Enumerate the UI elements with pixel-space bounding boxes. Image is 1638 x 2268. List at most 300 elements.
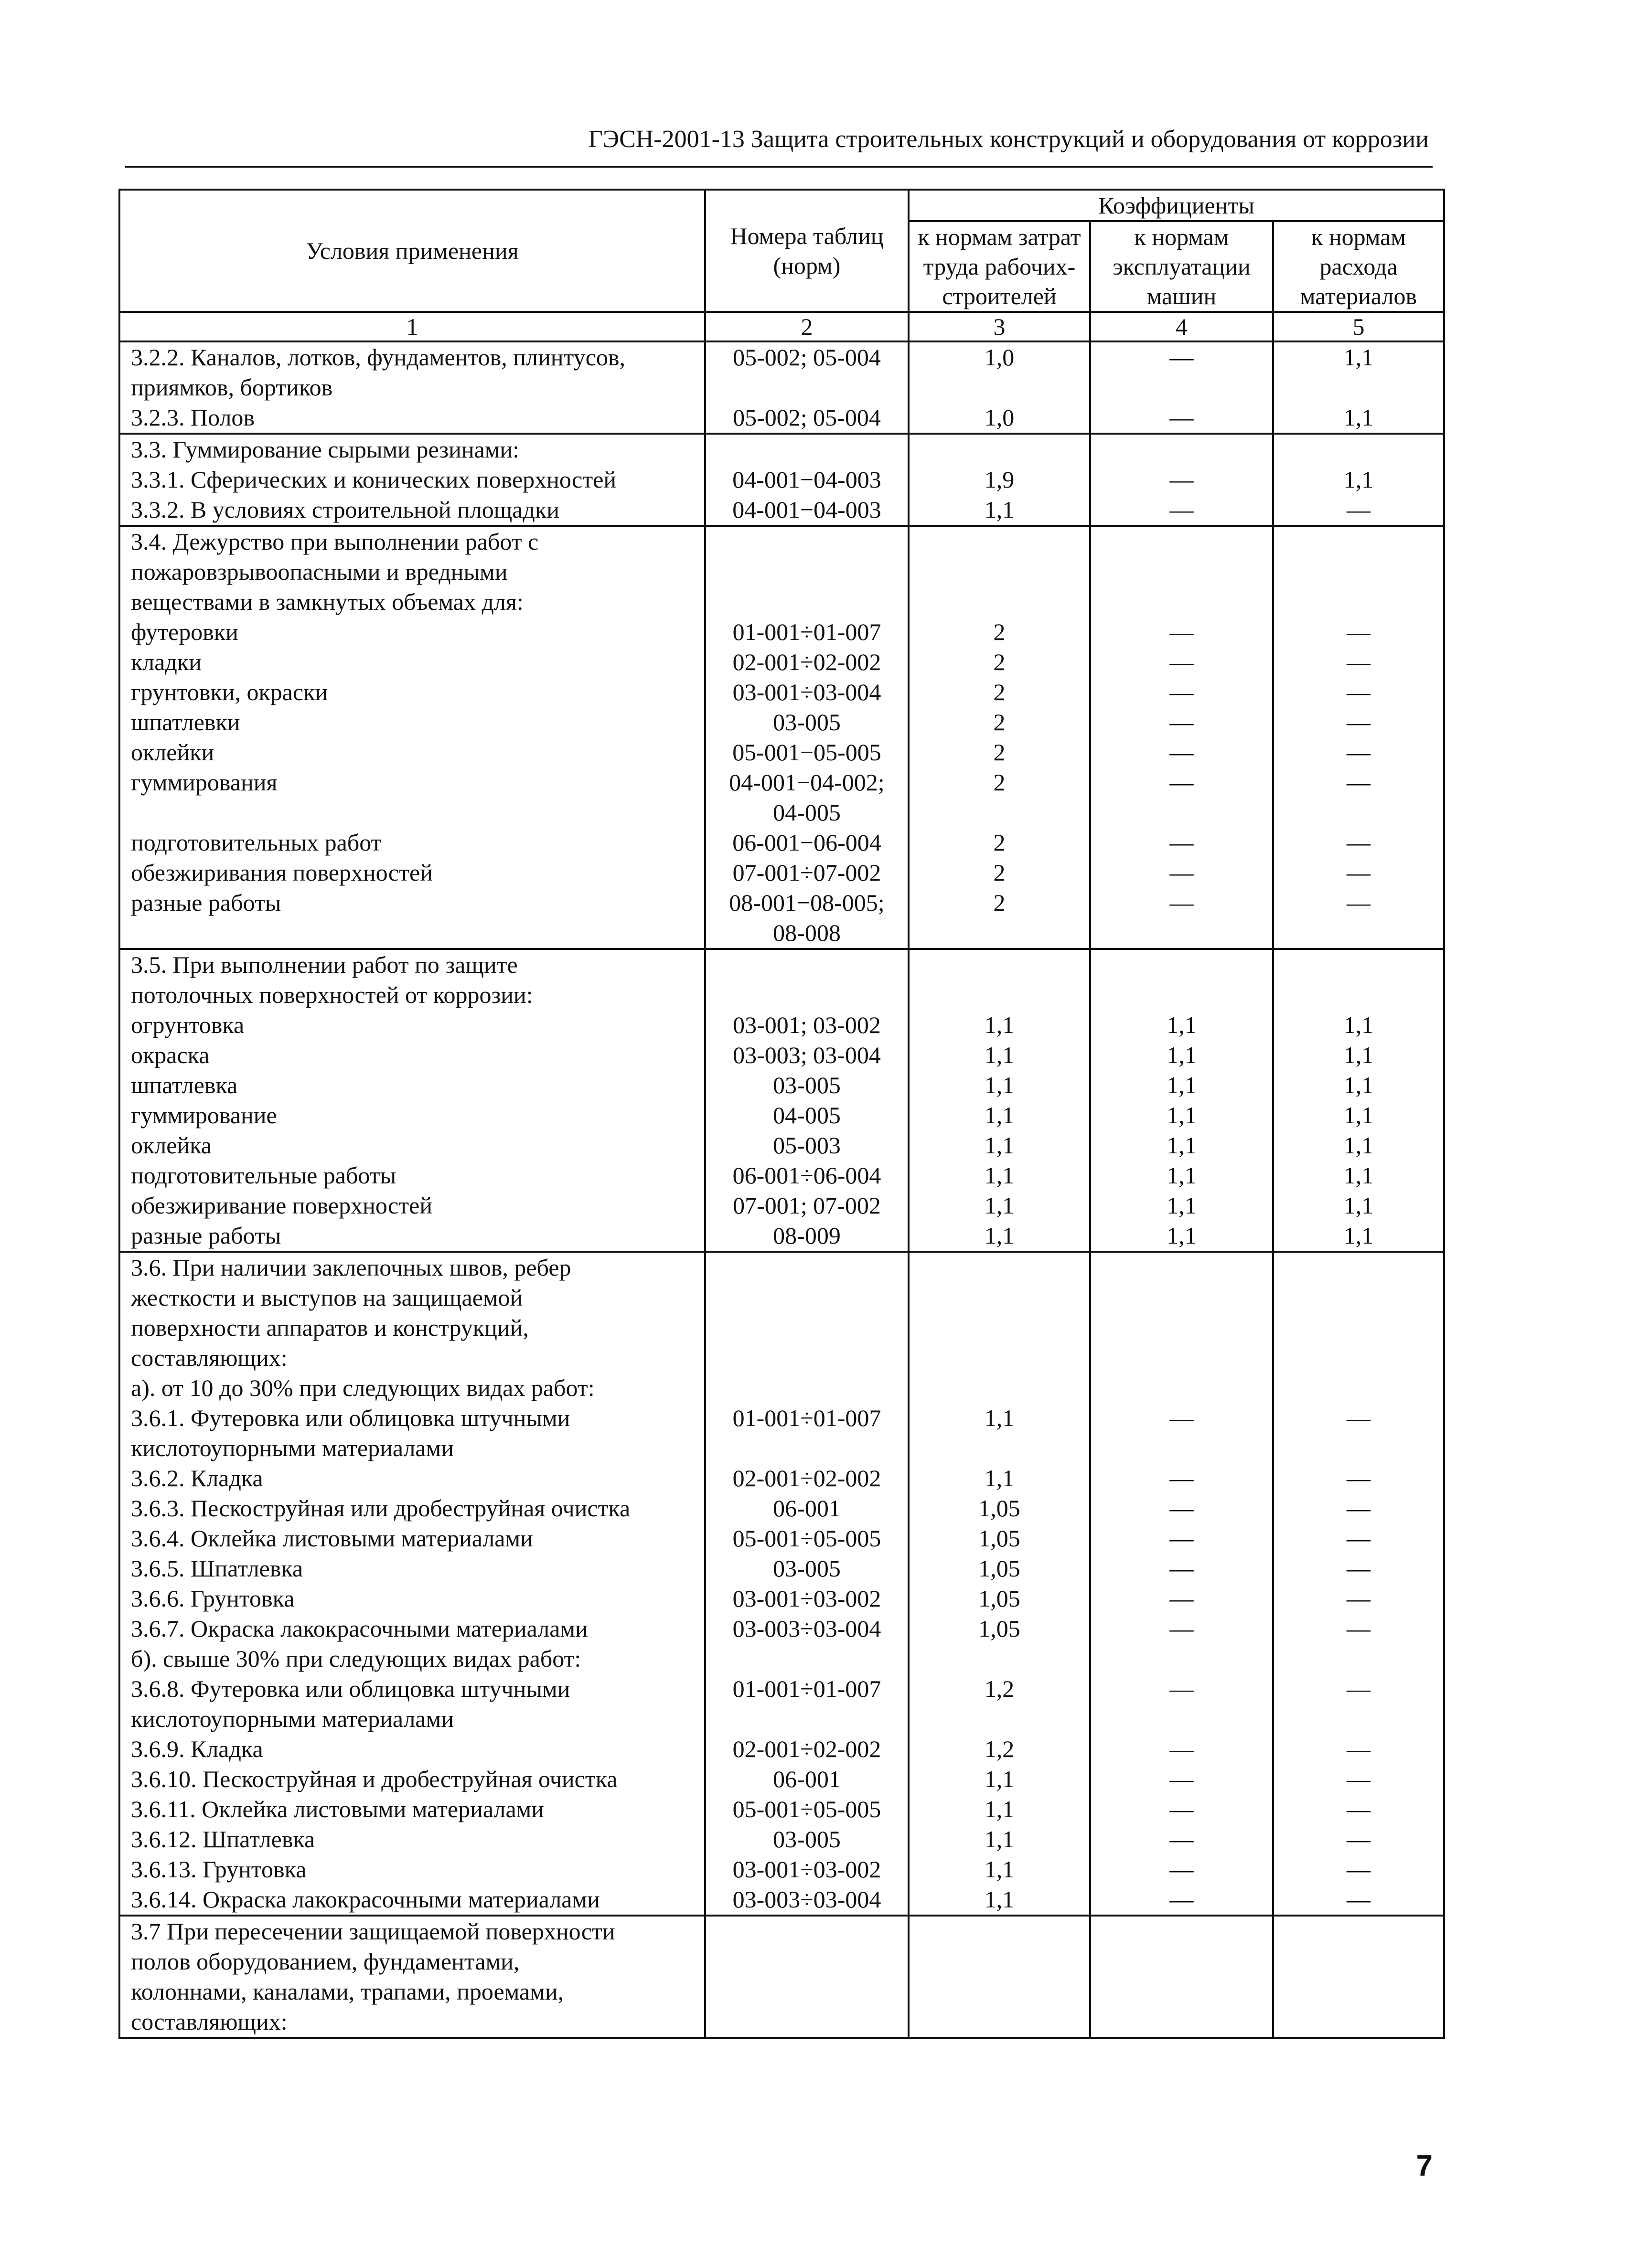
cell-line-filler [1281, 2007, 1436, 2037]
cell-value: 1,1 [984, 1465, 1015, 1491]
cell-value: — [1347, 649, 1371, 675]
cell-c2 [705, 341, 909, 434]
cell-value: 05-002; 05-004 [733, 404, 881, 431]
cell-line-filler: приямков, бортиков [131, 374, 333, 401]
cell-value [916, 1917, 1082, 1947]
condition-text: 3.6.10. Пескоструйная и дробеструйная очистка [131, 1766, 618, 1792]
cell-value: 1,05 [978, 1555, 1020, 1582]
cell-value: 03-003÷03-004 [732, 1886, 881, 1913]
condition-text: 3.6.12. Шпатлевка [131, 1826, 315, 1853]
cell-line-filler [1098, 1313, 1265, 1343]
cell-value: 01-001÷01-007 [732, 1405, 881, 1431]
cell-value: — [1169, 344, 1194, 371]
condition-text: обезжиривание поверхностей [131, 1192, 433, 1219]
cell-value: — [1347, 1585, 1371, 1612]
cell-value: 1,1 [1343, 1222, 1374, 1249]
page-header-title: ГЭСН-2001-13 Защита строительных конструкций и оборудования от коррозии [588, 126, 1429, 153]
cell-value: — [1169, 859, 1194, 886]
cell-value: — [1169, 496, 1194, 523]
cell-value: — [1169, 679, 1194, 705]
cell-line-filler: жесткости и выступов на защищаемой [131, 1284, 523, 1311]
cell-value: 06-001−06-004 [732, 829, 881, 856]
cell-value [916, 1373, 1082, 1403]
table-header [119, 190, 1444, 312]
condition-text: 3.4. Дежурство при выполнении работ с [131, 528, 539, 555]
condition-text: 3.6.6. Грунтовка [131, 1585, 295, 1612]
cell-c3 [909, 1916, 1090, 2038]
condition-text: оклейки [131, 739, 214, 766]
cell-line-filler [1098, 1977, 1265, 2007]
cell-c3 [909, 341, 1090, 434]
cell-value [713, 1644, 901, 1674]
cell-value: 1,1 [984, 1162, 1015, 1189]
cell-value: — [1169, 829, 1194, 856]
cell-value: 04-001−04-003 [732, 466, 881, 493]
cell-value: 1,1 [1343, 1102, 1374, 1129]
condition-text: грунтовки, окраски [131, 679, 328, 705]
cell-c5 [1273, 949, 1444, 1252]
page-number: 7 [1416, 2150, 1433, 2183]
cell-line-filler: составляющих: [131, 1344, 288, 1371]
cell-value: — [1347, 769, 1371, 796]
cell-line-filler [1098, 798, 1265, 828]
cell-line-filler [916, 1977, 1082, 2007]
header-table-numbers: Номера таблиц (норм) [705, 190, 909, 312]
cell-line-filler [713, 1704, 901, 1734]
cell-value [713, 527, 901, 557]
cell-value: — [1169, 1585, 1194, 1612]
condition-text: 3.7 При пересечении защищаемой поверхности [131, 1918, 615, 1945]
cell-value: 07-001; 07-002 [733, 1192, 881, 1219]
cell-value: — [1347, 679, 1371, 705]
cell-line-filler [1098, 373, 1265, 403]
cell-value [1281, 1253, 1436, 1283]
condition-text: 3.2.2. Каналов, лотков, фундаментов, плинтусов, [131, 344, 625, 371]
cell-line-filler: колоннами, каналами, трапами, проемами, [131, 1978, 564, 2005]
cell-value: 02-001÷02-002 [732, 1465, 881, 1491]
cell-value: 1,1 [984, 1012, 1015, 1038]
cell-value: 03-001÷03-004 [732, 679, 881, 705]
condition-text: гуммирование [131, 1102, 277, 1129]
cell-value: — [1347, 889, 1371, 916]
condition-text: футеровки [131, 618, 238, 645]
cell-line-filler [713, 980, 901, 1010]
cell-value: 1,1 [984, 1132, 1015, 1159]
cell-line-filler [1098, 2007, 1265, 2037]
cell-value [713, 435, 901, 465]
condition-text: кладки [131, 649, 202, 675]
cell-c2 [705, 434, 909, 526]
cell-value: 1,1 [1167, 1012, 1197, 1038]
cell-value [1281, 1644, 1436, 1674]
table-body [119, 341, 1444, 2038]
cell-line-filler [713, 557, 901, 587]
column-numbers-row [119, 312, 1444, 341]
cell-value: 07-001÷07-002 [732, 859, 881, 886]
condition-text: а). от 10 до 30% при следующих видах работ: [131, 1374, 595, 1401]
cell-value: 01-001÷01-007 [732, 1675, 881, 1702]
cell-value: 06-001 [773, 1766, 841, 1792]
cell-value [1281, 435, 1436, 465]
cell-line-filler [1281, 587, 1436, 617]
cell-line-filler [1281, 1947, 1436, 1977]
cell-line-filler [916, 1704, 1082, 1734]
cell-line-filler [1098, 587, 1265, 617]
cell-value: 03-005 [773, 1072, 841, 1098]
cell-line-filler [131, 798, 697, 828]
cell-line-filler [713, 373, 901, 403]
cell-value: — [1169, 1405, 1194, 1431]
cell-value [1098, 1373, 1265, 1403]
cell-value [1098, 435, 1265, 465]
cell-c2 [705, 1916, 909, 2038]
cell-line-filler [1281, 557, 1436, 587]
cell-value: — [1347, 739, 1371, 766]
cell-value: — [1347, 1826, 1371, 1853]
cell-value [916, 435, 1082, 465]
condition-text: 3.3.2. В условиях строительной площадки [131, 496, 559, 523]
cell-line-filler: веществами в замкнутых объемах для: [131, 588, 524, 615]
cell-line-filler [1281, 980, 1436, 1010]
cell-value: 2 [993, 829, 1006, 856]
cell-value: — [1169, 769, 1194, 796]
cell-value: 08-001−08-005; [729, 889, 885, 916]
cell-value: 05-001−05-005 [732, 739, 881, 766]
cell-value: 1,05 [978, 1615, 1020, 1642]
cell-value: 05-001÷05-005 [732, 1796, 881, 1822]
cell-line-filler: кислотоупорными материалами [131, 1435, 454, 1461]
table-row-group [119, 1252, 1444, 1916]
cell-value: 1,1 [1343, 1042, 1374, 1068]
cell-line-filler: составляющих: [131, 2008, 288, 2035]
table-row-group [119, 1916, 1444, 2038]
cell-value: — [1347, 1465, 1371, 1491]
cell-value: 1,1 [984, 1072, 1015, 1098]
column-number: 3 [909, 312, 1090, 341]
cell-value: — [1169, 1796, 1194, 1822]
cell-value: — [1169, 618, 1194, 645]
cell-line-filler [916, 1343, 1082, 1373]
cell-line-filler: полов оборудованием, фундаментами, [131, 1948, 520, 1975]
cell-c1 [119, 1252, 705, 1916]
cell-value: 1,1 [984, 1886, 1015, 1913]
cell-value: 1,1 [984, 1222, 1015, 1249]
header-machines: к нормам эксплуатации машин [1090, 221, 1273, 312]
cell-c1 [119, 949, 705, 1252]
condition-text: гуммирования [131, 769, 278, 796]
column-number: 4 [1090, 312, 1273, 341]
condition-text: 3.6.13. Грунтовка [131, 1856, 307, 1883]
cell-line-filler [1281, 918, 1436, 948]
cell-line-filler [916, 1283, 1082, 1313]
cell-c3 [909, 526, 1090, 949]
cell-line-filler [1098, 1433, 1265, 1463]
cell-value: — [1347, 1736, 1371, 1762]
cell-value: 02-001÷02-002 [732, 649, 881, 675]
cell-line-filler [1098, 557, 1265, 587]
cell-value [916, 950, 1082, 980]
cell-line-filler [916, 798, 1082, 828]
cell-c3 [909, 949, 1090, 1252]
cell-value: 1,1 [1167, 1192, 1197, 1219]
cell-value: — [1347, 1856, 1371, 1883]
condition-text: 3.6.2. Кладка [131, 1465, 263, 1491]
cell-value: — [1347, 1796, 1371, 1822]
cell-value [713, 1373, 901, 1403]
cell-value: 03-005 [773, 1826, 841, 1853]
cell-line-filler [1281, 1433, 1436, 1463]
condition-text: б). свыше 30% при следующих видах работ: [131, 1645, 581, 1672]
table-row-group [119, 434, 1444, 526]
cell-value: 03-003÷03-004 [732, 1615, 881, 1642]
cell-value: 1,05 [978, 1495, 1020, 1522]
cell-value: — [1347, 829, 1371, 856]
cell-value: — [1169, 1495, 1194, 1522]
condition-text: разные работы [131, 1222, 281, 1249]
cell-line-filler [1281, 798, 1436, 828]
cell-line-filler [916, 587, 1082, 617]
header-labor: к нормам затрат труда рабочих-строителей [909, 221, 1090, 312]
cell-value: 1,1 [1343, 1162, 1374, 1189]
cell-line-filler [1281, 373, 1436, 403]
cell-value: — [1347, 709, 1371, 735]
table-row-group [119, 526, 1444, 949]
condition-text: 3.6.8. Футеровка или облицовка штучными [131, 1675, 570, 1702]
cell-value [713, 1253, 901, 1283]
cell-line-filler [916, 918, 1082, 948]
cell-value: 2 [993, 889, 1006, 916]
condition-text: 3.6.7. Окраска лакокрасочными материалами [131, 1615, 588, 1642]
cell-c2 [705, 526, 909, 949]
cell-line-filler [1098, 1704, 1265, 1734]
cell-line-filler [713, 1977, 901, 2007]
condition-text: 3.6.3. Пескоструйная или дробеструйная очистка [131, 1495, 631, 1522]
cell-line-filler [916, 1947, 1082, 1977]
cell-line-filler [1098, 1947, 1265, 1977]
condition-text: 3.6.14. Окраска лакокрасочными материалами [131, 1886, 600, 1913]
cell-line-filler [713, 1343, 901, 1373]
cell-value: 03-005 [773, 1555, 841, 1582]
cell-value: — [1347, 1405, 1371, 1431]
cell-value: — [1347, 1886, 1371, 1913]
cell-line-filler [713, 2007, 901, 2037]
cell-value: 1,1 [1167, 1162, 1197, 1189]
cell-c4 [1090, 341, 1273, 434]
cell-c1 [119, 526, 705, 949]
cell-c5 [1273, 1252, 1444, 1916]
cell-value: — [1347, 1766, 1371, 1792]
cell-line-filler [916, 373, 1082, 403]
header-conditions: Условия применения [119, 190, 705, 312]
cell-c5 [1273, 434, 1444, 526]
cell-value: — [1169, 739, 1194, 766]
cell-line-filler [713, 1947, 901, 1977]
cell-line-filler [916, 2007, 1082, 2037]
cell-value [1281, 1917, 1436, 1947]
cell-line-filler [916, 1433, 1082, 1463]
cell-value: 2 [993, 649, 1006, 675]
cell-c1 [119, 434, 705, 526]
cell-value [1281, 527, 1436, 557]
cell-line-filler [1281, 1343, 1436, 1373]
cell-value: 1,1 [1167, 1102, 1197, 1129]
cell-line-filler [1098, 1343, 1265, 1373]
cell-value: 03-001÷03-002 [732, 1856, 881, 1883]
cell-value: — [1169, 1856, 1194, 1883]
cell-line-filler [1098, 918, 1265, 948]
cell-value: 1,0 [984, 404, 1015, 431]
cell-value: 1,1 [1343, 466, 1374, 493]
cell-c2 [705, 1252, 909, 1916]
cell-value [713, 950, 901, 980]
cell-value: 1,1 [1343, 344, 1374, 371]
condition-text: 3.5. При выполнении работ по защите [131, 951, 518, 978]
cell-line-filler: 04-005 [773, 799, 841, 826]
cell-value: 1,1 [1343, 1072, 1374, 1098]
cell-value: 1,1 [1167, 1042, 1197, 1068]
cell-value: — [1169, 466, 1194, 493]
condition-text: 3.3. Гуммирование сырыми резинами: [131, 436, 520, 463]
cell-value: 1,1 [984, 1102, 1015, 1129]
cell-line-filler [916, 980, 1082, 1010]
cell-value: 1,1 [984, 1796, 1015, 1822]
cell-value: — [1169, 1675, 1194, 1702]
cell-line-filler [1098, 1283, 1265, 1313]
cell-value: — [1347, 1495, 1371, 1522]
cell-value: 05-001÷05-005 [732, 1525, 881, 1552]
cell-value: 05-002; 05-004 [733, 344, 881, 371]
cell-c4 [1090, 526, 1273, 949]
cell-value: 1,1 [1343, 404, 1374, 431]
cell-value: 1,05 [978, 1525, 1020, 1552]
cell-value: 1,05 [978, 1585, 1020, 1612]
header-coefficients: Коэффициенты [909, 190, 1444, 221]
cell-value: 2 [993, 739, 1006, 766]
cell-value: 03-001; 03-002 [733, 1012, 881, 1038]
cell-c4 [1090, 434, 1273, 526]
cell-c1 [119, 341, 705, 434]
cell-line-filler [1281, 1283, 1436, 1313]
cell-value: — [1169, 404, 1194, 431]
cell-c3 [909, 1252, 1090, 1916]
cell-value: 1,1 [1343, 1192, 1374, 1219]
cell-c3 [909, 434, 1090, 526]
condition-text: 3.3.1. Сферических и конических поверхностей [131, 466, 617, 493]
condition-text: 3.6. При наличии заклепочных швов, ребер [131, 1254, 571, 1281]
cell-value: 1,1 [1167, 1222, 1197, 1249]
cell-value: 08-009 [773, 1222, 841, 1249]
condition-text: 3.6.9. Кладка [131, 1736, 263, 1762]
cell-value: 1,1 [1167, 1132, 1197, 1159]
cell-value: 2 [993, 859, 1006, 886]
cell-value [1098, 1917, 1265, 1947]
condition-text: 3.6.11. Оклейка листовыми материалами [131, 1796, 545, 1822]
cell-value [916, 527, 1082, 557]
condition-text: окраска [131, 1042, 210, 1068]
cell-line-filler [1281, 1704, 1436, 1734]
cell-value [1098, 950, 1265, 980]
cell-value: 06-001 [773, 1495, 841, 1522]
cell-value: 04-001−04-003 [732, 496, 881, 523]
cell-value: — [1169, 1766, 1194, 1792]
cell-value: 1,1 [984, 1826, 1015, 1853]
cell-line-filler [1281, 1977, 1436, 2007]
cell-value: — [1347, 496, 1371, 523]
column-numbers-row-group [119, 312, 1444, 341]
cell-value [1098, 1644, 1265, 1674]
condition-text: 3.6.1. Футеровка или облицовка штучными [131, 1405, 570, 1431]
header-rule [125, 166, 1433, 168]
cell-value [916, 1253, 1082, 1283]
cell-value: — [1347, 1675, 1371, 1702]
cell-value: 1,1 [984, 1856, 1015, 1883]
cell-value: 04-001−04-002; [729, 769, 885, 796]
cell-value: — [1347, 1525, 1371, 1552]
cell-value: — [1347, 1555, 1371, 1582]
column-number: 5 [1273, 312, 1444, 341]
condition-text: 3.6.5. Шпатлевка [131, 1555, 303, 1582]
cell-value: — [1169, 1826, 1194, 1853]
cell-c1 [119, 1916, 705, 2038]
condition-text: подготовительных работ [131, 829, 382, 856]
cell-c2 [705, 949, 909, 1252]
cell-line-filler: пожаровзрывоопасными и вредными [131, 558, 508, 585]
condition-text: подготовительные работы [131, 1162, 396, 1189]
cell-value [1281, 950, 1436, 980]
condition-text: 3.2.3. Полов [131, 404, 255, 431]
cell-value: — [1169, 649, 1194, 675]
table-row-group [119, 949, 1444, 1252]
cell-value: — [1169, 889, 1194, 916]
condition-text: обезжиривания поверхностей [131, 859, 433, 886]
cell-value: 01-001÷01-007 [732, 618, 881, 645]
cell-value [1098, 527, 1265, 557]
cell-value: — [1169, 1525, 1194, 1552]
cell-value: 1,1 [1167, 1072, 1197, 1098]
cell-value: 1,9 [984, 466, 1015, 493]
cell-line-filler [713, 1433, 901, 1463]
column-number: 2 [705, 312, 909, 341]
condition-text: 3.6.4. Оклейка листовыми материалами [131, 1525, 533, 1552]
cell-value: 2 [993, 769, 1006, 796]
cell-value: 03-003; 03-004 [733, 1042, 881, 1068]
cell-line-filler [1281, 1313, 1436, 1343]
cell-value: 1,0 [984, 344, 1015, 371]
cell-value: 2 [993, 709, 1006, 735]
cell-line-filler: 08-008 [773, 919, 841, 946]
cell-value [713, 1917, 901, 1947]
cell-c5 [1273, 526, 1444, 949]
header-materials: к нормам расхода материалов [1273, 221, 1444, 312]
cell-value: — [1169, 1736, 1194, 1762]
cell-value: 2 [993, 679, 1006, 705]
cell-value: — [1169, 1465, 1194, 1491]
cell-value: 1,2 [984, 1736, 1015, 1762]
cell-value: — [1169, 1555, 1194, 1582]
cell-value: 02-001÷02-002 [732, 1736, 881, 1762]
coefficients-table [118, 189, 1445, 2039]
cell-value: 05-003 [773, 1132, 841, 1159]
cell-value: — [1347, 1615, 1371, 1642]
cell-line-filler [916, 1313, 1082, 1343]
cell-line-filler [713, 587, 901, 617]
cell-value: — [1347, 618, 1371, 645]
cell-value: 1,1 [1343, 1012, 1374, 1038]
cell-value: — [1347, 859, 1371, 886]
cell-value: 06-001÷06-004 [732, 1162, 881, 1189]
condition-text: оклейка [131, 1132, 212, 1159]
cell-value [1281, 1373, 1436, 1403]
